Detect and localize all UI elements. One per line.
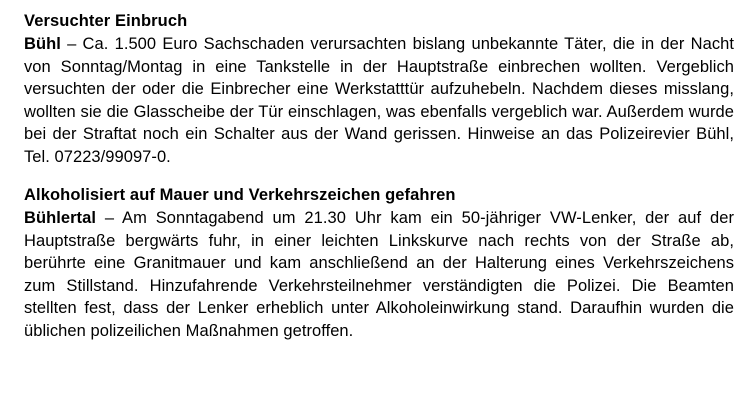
article-body — [24, 33, 734, 168]
article-item — [24, 10, 734, 168]
article-text: Am Sonntagabend um 21.30 Uhr kam ein 50-jähriger VW-Lenker, der auf der Hauptstraße bergwärts fuhr, in einer leichten Linkskurve nach rechts von der Straße ab, berührte eine Granitmauer und kam anschließend an der Halterung eines Verkehrszeichens zum Stillstand. Hinzufahrende Verkehrsteilnehmer verständigten die Polizei. Die Beamten stellten fest, dass der Lenker erheblich unter Alkoholeinwirkung stand. Daraufhin wurden die üblichen polizeilichen Maßnahmen getroffen. — [24, 209, 734, 340]
article-headline: Versuchter Einbruch — [24, 12, 188, 30]
article-item — [24, 184, 734, 342]
article-place: Bühlertal — [24, 209, 96, 227]
article-separator: – — [60, 35, 83, 53]
article-body — [24, 207, 734, 342]
article-separator: – — [95, 209, 123, 227]
article-headline: Alkoholisiert auf Mauer und Verkehrszeichen gefahren — [24, 186, 456, 204]
article-place: Bühl — [24, 35, 61, 53]
article-text: Ca. 1.500 Euro Sachschaden verursachten bislang unbekannte Täter, die in der Nacht von Sonntag/Montag in eine Tankstelle in der Hauptstraße einbrechen wollten. Vergeblich versuchten der oder die Einbrecher eine Werkstatttür aufzuhebeln. Nachdem dieses misslang, wollten sie die Glasscheibe der Tür einschlagen, was ebenfalls vergeblich war. Außerdem wurde bei der Straftat noch ein Schalter aus der Wand gerissen. Hinweise an das Polizeirevier Bühl, Tel. 07223/99097-0. — [24, 35, 735, 166]
